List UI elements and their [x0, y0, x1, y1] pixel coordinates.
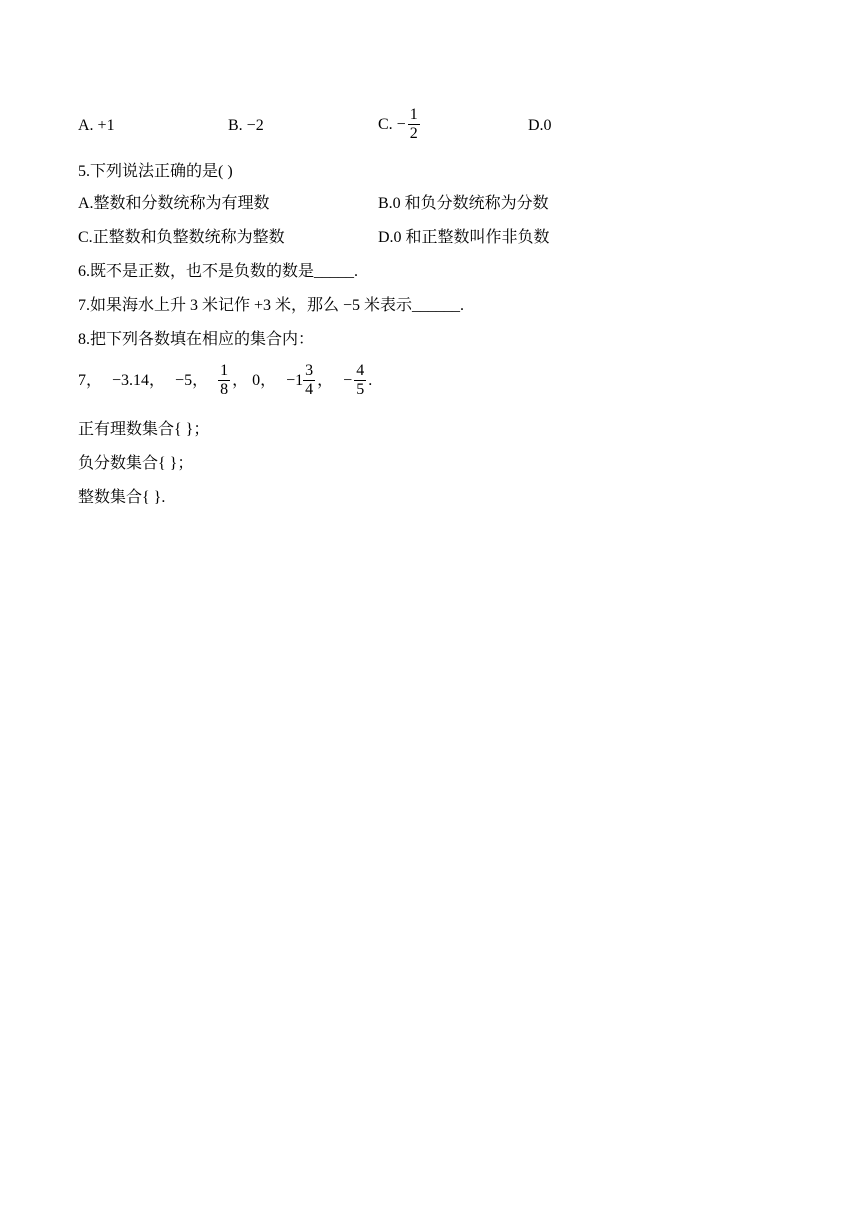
- q4-option-c-numerator: 1: [409, 106, 418, 123]
- q5-option-d: D.0 和正整数叫作非负数: [378, 229, 550, 246]
- q8-number-neg-3-14: −3.14，: [112, 371, 166, 389]
- q8-mixed-numerator: 3: [305, 362, 314, 379]
- q8-number-neg-5: −5，: [175, 371, 209, 389]
- q8-list-end: .: [368, 371, 373, 389]
- q8-mixed-fraction: [303, 362, 315, 399]
- q8-negative-sign: −: [343, 371, 353, 389]
- q5-option-b: B.0 和负分数统称为分数: [378, 195, 549, 212]
- q8-stem: 8.把下列各数填在相应的集合内：: [78, 331, 315, 348]
- q4-option-c-fraction: [408, 106, 420, 143]
- q8-number-list: [78, 362, 372, 399]
- q8-mixed-whole: −1: [286, 371, 304, 389]
- q5-stem: 5.下列说法正确的是( ): [78, 163, 233, 180]
- q4-option-c-denominator: 2: [409, 125, 418, 142]
- q4-option-b: [228, 116, 264, 136]
- q6-text: 6.既不是正数，也不是负数的数是_____.: [78, 263, 359, 280]
- q8-fraction-one-eighth: [218, 362, 230, 399]
- q8-number-0: 0，: [252, 371, 277, 389]
- q4-option-c-prefix: C. −: [378, 115, 406, 133]
- q8-mixed-denominator: 4: [305, 381, 314, 398]
- q8-separator-2: ，: [317, 371, 334, 389]
- q8-fraction-one-eighth-denominator: 8: [220, 381, 229, 398]
- q8-set-integer: 整数集合{ }.: [78, 489, 166, 506]
- q4-option-a-text: A. +1: [78, 117, 115, 134]
- q8-set-negative-fraction: 负分数集合{ }；: [78, 455, 194, 472]
- q8-fraction-four-fifths-numerator: 4: [356, 362, 365, 379]
- q4-option-d-text: D.0: [528, 117, 552, 134]
- q8-fraction-one-eighth-numerator: 1: [220, 362, 229, 379]
- q4-option-b-text: B. −2: [228, 117, 264, 134]
- q8-fraction-four-fifths-denominator: 5: [356, 381, 365, 398]
- q8-number-7: 7，: [78, 371, 103, 389]
- q8-set-positive-rational: 正有理数集合{ }；: [78, 421, 210, 438]
- q4-option-d: [528, 116, 552, 136]
- q5-option-c: C.正整数和负整数统称为整数: [78, 229, 285, 246]
- q4-option-a: [78, 116, 115, 136]
- q8-separator-1: ，: [232, 371, 249, 389]
- q4-option-c: [378, 106, 422, 143]
- q8-fraction-four-fifths: [354, 362, 366, 399]
- q7-text: 7.如果海水上升 3 米记作 +3 米，那么 −5 米表示______.: [78, 297, 465, 314]
- q5-option-a: A.整数和分数统称为有理数: [78, 195, 270, 212]
